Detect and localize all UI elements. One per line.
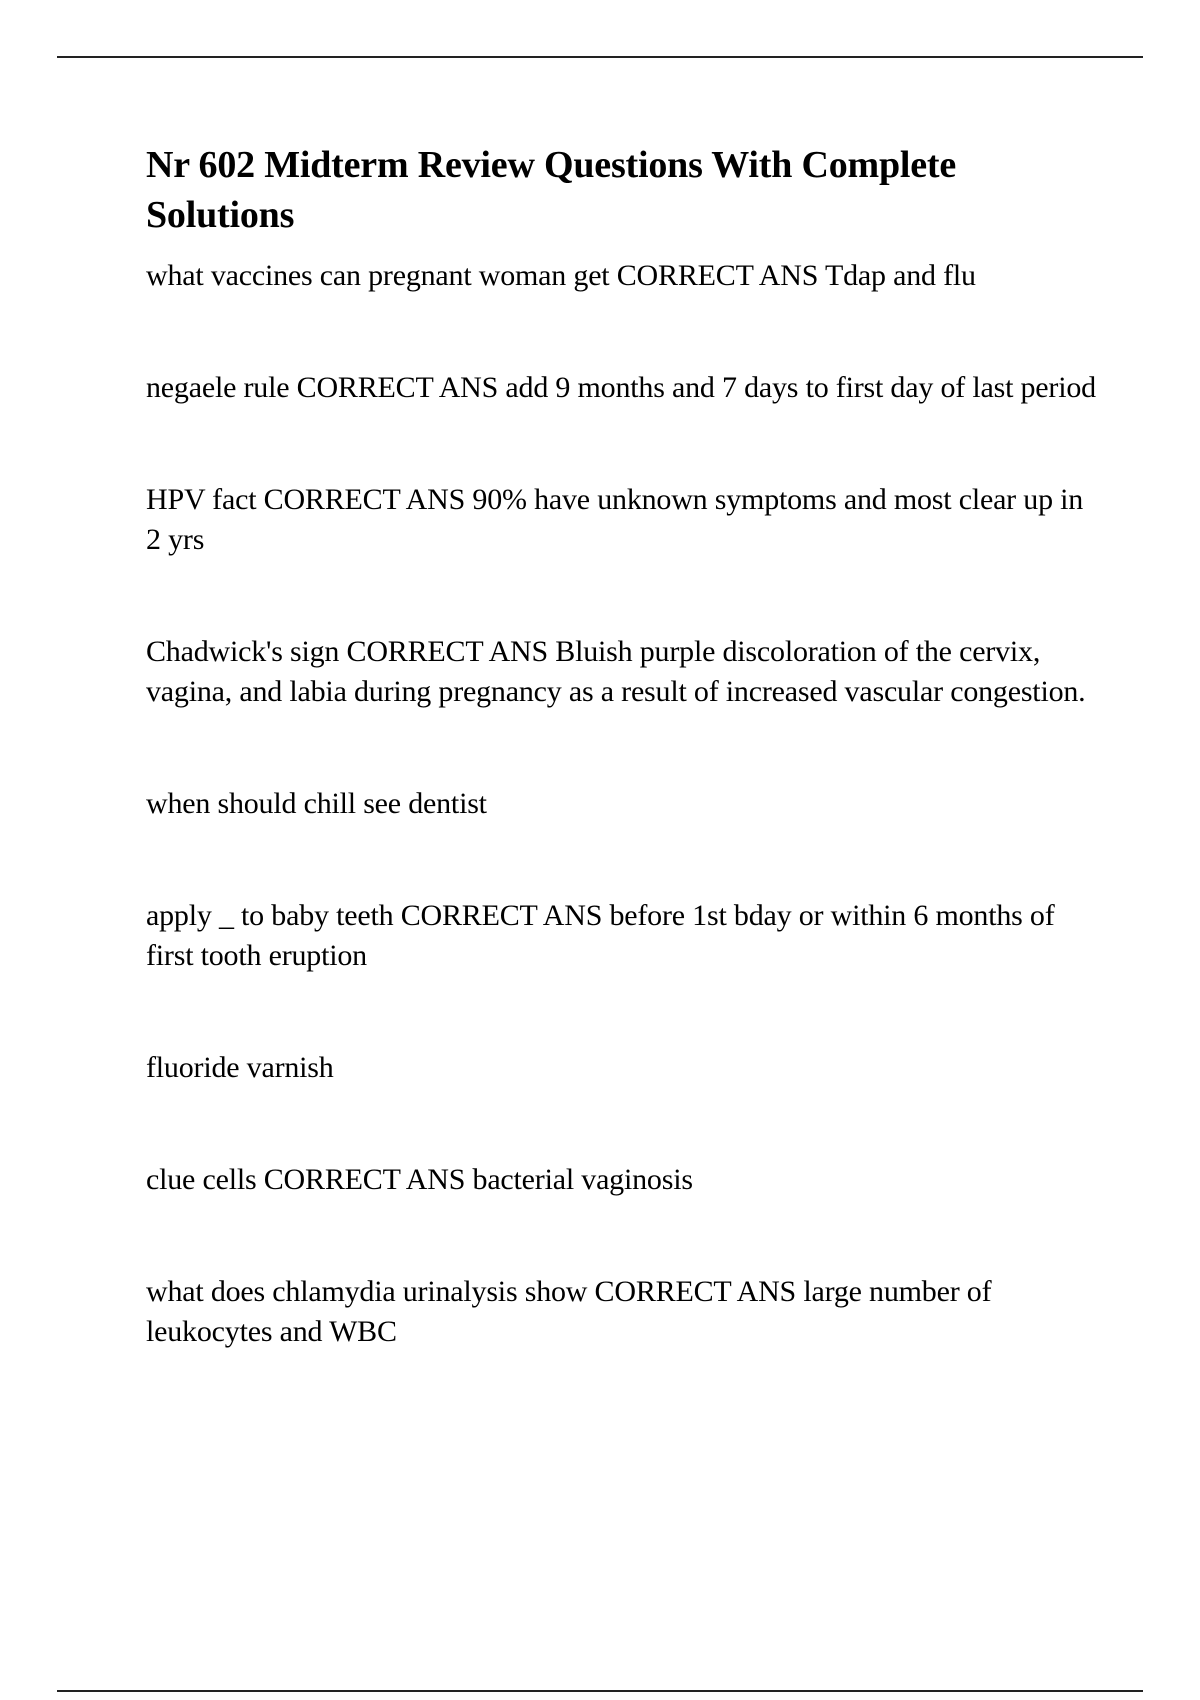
qa-entry-vaccines-pregnancy: what vaccines can pregnant woman get CORRECT ANS Tdap and flu	[146, 259, 976, 292]
qa-entry-naegele-rule: negaele rule CORRECT ANS add 9 months and 7 days to first day of last period	[146, 371, 1096, 404]
qa-entry-dentist-question: when should chill see dentist	[146, 787, 487, 820]
qa-entry-baby-teeth: apply _ to baby teeth CORRECT ANS before 1st bday or within 6 months of first tooth eruption	[146, 899, 1055, 972]
document-body	[146, 140, 1096, 1352]
top-divider	[57, 56, 1143, 58]
document-title: Nr 602 Midterm Review Questions With Complete Solutions	[146, 144, 957, 236]
bottom-divider	[57, 1690, 1143, 1692]
qa-entry-chlamydia-urinalysis: what does chlamydia urinalysis show CORRECT ANS large number of leukocytes and WBC	[146, 1275, 992, 1348]
qa-entry-hpv-fact: HPV fact CORRECT ANS 90% have unknown symptoms and most clear up in 2 yrs	[146, 483, 1084, 556]
qa-entry-fluoride-varnish: fluoride varnish	[146, 1051, 334, 1084]
qa-entry-chadwicks-sign: Chadwick's sign CORRECT ANS Bluish purple discoloration of the cervix, vagina, and labia during pregnancy as a result of increased vascular congestion.	[146, 635, 1086, 708]
qa-entry-clue-cells: clue cells CORRECT ANS bacterial vaginosis	[146, 1163, 693, 1196]
